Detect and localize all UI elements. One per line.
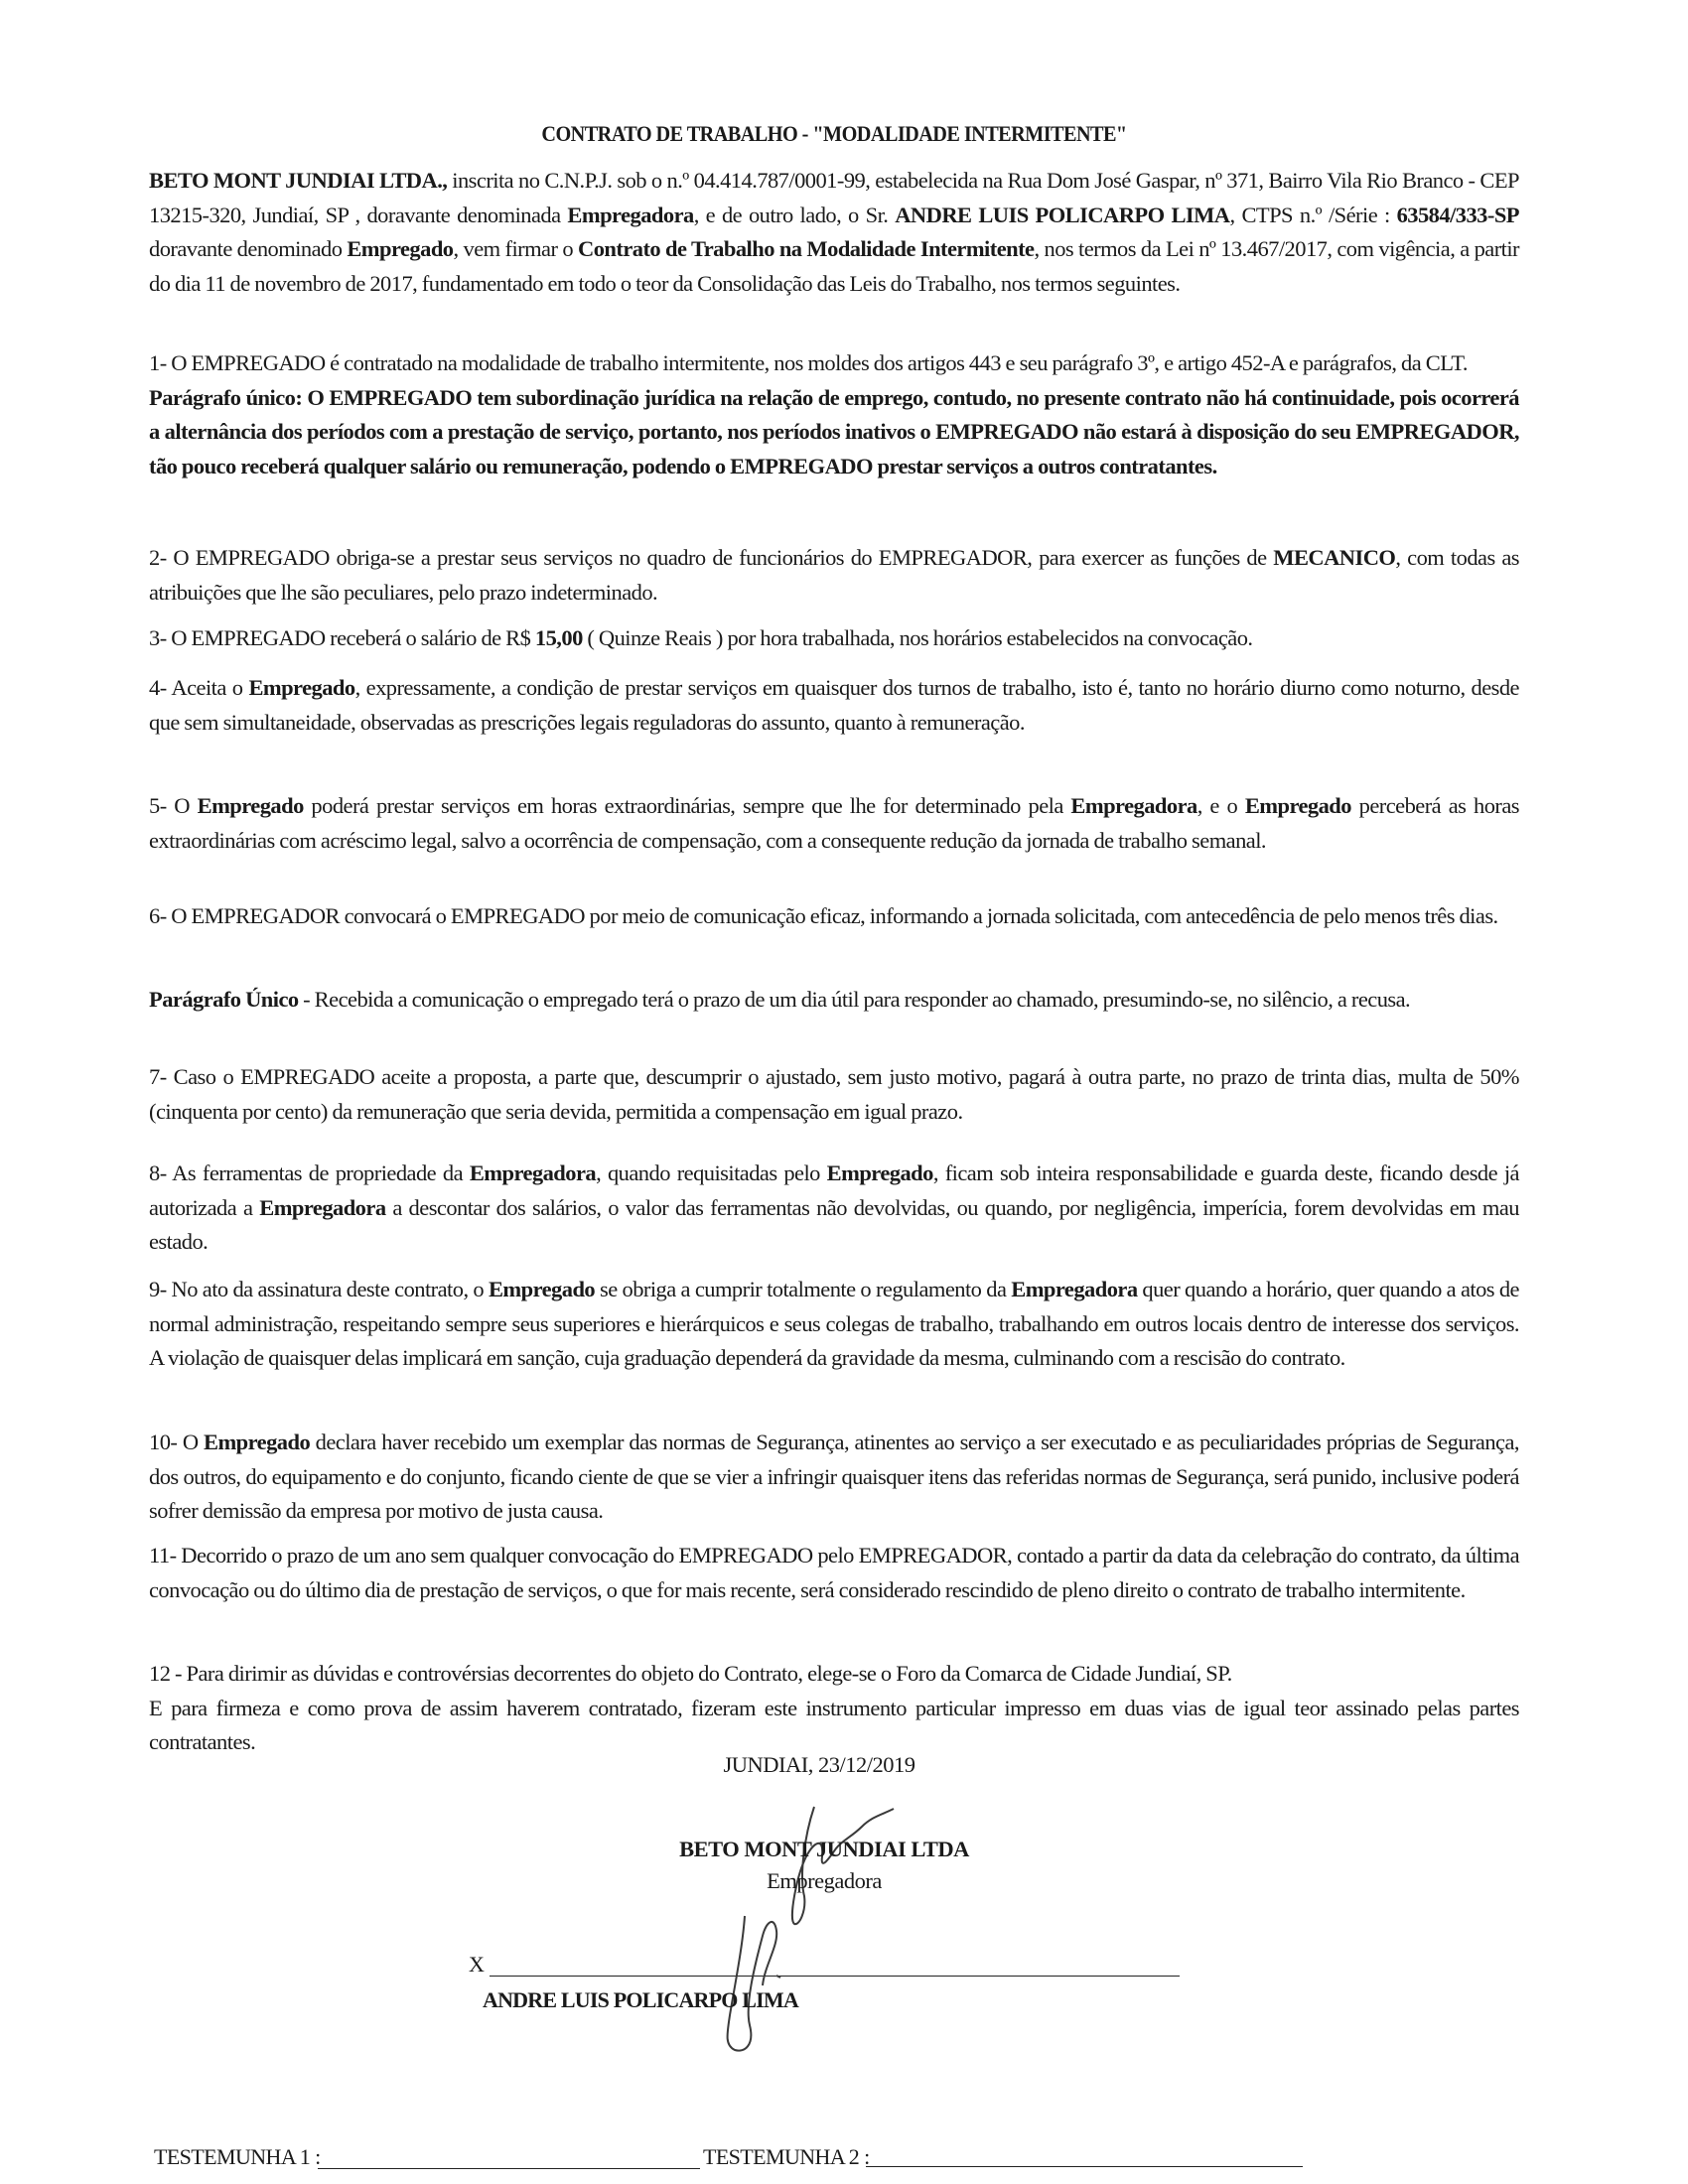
job-role: MECANICO <box>1273 545 1396 570</box>
clause-11 <box>149 1539 1519 1607</box>
intro-text: inscrita no C.N.P.J. sob o n.º 04.414.787/0001-99, estabelecida na Rua Dom José Gaspar, nº 371, Bairro Vila Rio Branco - CEP 13215-320, Jundiaí, SP , doravante denominada <box>149 168 1519 227</box>
term-empregadora: Empregadora <box>1011 1277 1138 1301</box>
term-empregado: Empregado <box>1244 793 1351 818</box>
term-empregado: Empregado <box>248 675 355 700</box>
clause-12 <box>149 1657 1519 1760</box>
paragraph-unique-text: - Recebida a comunicação o empregado terá o prazo de um dia útil para responder ao chamado, presumindo-se, no silêncio, a recusa. <box>298 987 1411 1012</box>
term-empregado: Empregado <box>488 1277 596 1301</box>
clause-10 <box>149 1426 1519 1529</box>
term-empregadora: Empregadora <box>567 202 694 227</box>
clause-2-text: , com todas as atribuições que lhe são peculiares, pelo prazo indeterminado. <box>149 545 1519 605</box>
term-empregadora: Empregadora <box>259 1194 386 1220</box>
witness-1-line[interactable] <box>318 2168 700 2169</box>
clause-5-text: perceberá as horas extraordinárias com acréscimo legal, salvo a ocorrência de compensação, com a consequente redução da jornada de trabalho semanal. <box>149 793 1519 853</box>
clause-8-text: a descontar dos salários, o valor das ferramentas não devolvidas, ou quando, por negligência, imperícia, forem devolvidas em mau estado. <box>149 1194 1519 1255</box>
employee-signature-mark <box>705 1906 844 2065</box>
clause-8-text: , ficam sob inteira responsabilidade e guarda deste, ficando desde já autorizada a <box>149 1160 1519 1220</box>
paragraph-unique-label: Parágrafo Único <box>149 987 299 1012</box>
clause-6 <box>149 899 1519 934</box>
clause-9-text: quer quando a horário, quer quando a atos de normal administração, respeitando sempre seus superiores e hierárquicos e seus colegas de trabalho, trabalhando em outros locais dentro de interesse dos serviços. A violação de quaisquer delas implicará em sanção, cuja graduação dependerá da gravidade da mesma, culminando com a rescisão do contrato. <box>149 1277 1519 1371</box>
intro-text: doravante denominado <box>149 236 348 262</box>
signature-x-mark: X <box>469 1952 485 1977</box>
clause-6-text: 6- O EMPREGADOR convocará o EMPREGADO por meio de comunicação eficaz, informando a jornada solicitada, com antecedência de pelo menos três dias. <box>149 903 1498 928</box>
witness-2-label: TESTEMUNHA 2 : <box>703 2144 870 2169</box>
clause-2 <box>149 541 1519 610</box>
clause-9 <box>149 1273 1519 1376</box>
term-empregado: Empregado <box>197 793 304 818</box>
employer-role: Empregadora <box>767 1868 882 1893</box>
place-date: JUNDIAI, 23/12/2019 <box>723 1752 915 1777</box>
clause-4-text: , expressamente, a condição de prestar serviços em quaisquer dos turnos de trabalho, isto é, tanto no horário diurno como noturno, desde que sem simultaneidade, observadas as prescrições legais reguladoras do assunto, quanto à remuneração. <box>149 675 1519 735</box>
employee-name: ANDRE LUIS POLICARPO LIMA <box>895 202 1230 227</box>
clause-10-text: declara haver recebido um exemplar das normas de Segurança, atinentes ao serviço a ser executado e as peculiaridades próprias de Segurança, dos outros, do equipamento e do conjunto, ficando ciente de que se vier a infringir quaisquer itens das referidas normas de Segurança, será punido, inclusive poderá sofrer demissão da empresa por motivo de justa causa. <box>149 1430 1519 1524</box>
intro-text: , e de outro lado, o Sr. <box>693 202 896 227</box>
employee-name: ANDRE LUIS POLICARPO LIMA <box>483 1987 798 2012</box>
clause-5-text: 5- O <box>149 793 198 818</box>
intro-text: , nos termos da Lei nº 13.467/2017, com vigência, a partir do dia 11 de novembro de 2017, fundamentado em todo o teor da Consolidação das Leis do Trabalho, nos termos seguintes. <box>149 236 1519 296</box>
salary-amount: 15,00 <box>534 625 583 650</box>
clause-8-text: 8- As ferramentas de propriedade da <box>149 1160 470 1185</box>
clause-7-text: 7- Caso o EMPREGADO aceite a proposta, a parte que, descumprir o ajustado, sem justo motivo, pagará à outra parte, no prazo de trinta dias, multa de 50% (cinquenta por cento) da remuneração que seria devida, permitida a compensação em igual prazo. <box>149 1064 1519 1124</box>
clause-2-text: 2- O EMPREGADO obriga-se a prestar seus serviços no quadro de funcionários do EMPREGADOR, para exercer as funções de <box>149 545 1274 570</box>
clause-4 <box>149 671 1519 740</box>
company-name: BETO MONT JUNDIAI LTDA., <box>149 168 448 193</box>
clause-9-text: se obriga a cumprir totalmente o regulamento da <box>595 1277 1012 1301</box>
document-title: CONTRATO DE TRABALHO - "MODALIDADE INTERMITENTE" <box>541 121 1127 146</box>
clause-5-text: poderá prestar serviços em horas extraordinárias, sempre que lhe for determinado pela <box>303 793 1071 818</box>
clause-1-paragraph-unique: Parágrafo único: O EMPREGADO tem subordinação jurídica na relação de emprego, contudo, no presente contrato não há continuidade, pois ocorrerá a alternância dos períodos com a prestação de serviço, portanto, nos períodos inativos o EMPREGADO não estará à disposição do seu EMPREGADOR, tão pouco receberá qualquer salário ou remuneração, podendo o EMPREGADO prestar serviços a outros contratantes. <box>149 384 1519 478</box>
clause-3 <box>149 621 1519 656</box>
clause-8-text: , quando requisitadas pelo <box>596 1160 827 1185</box>
term-empregado: Empregado <box>347 236 454 262</box>
clause-12-text: 12 - Para dirimir as dúvidas e controvérsias decorrentes do objeto do Contrato, elege-se o Foro da Comarca de Cidade Jundiaí, SP. <box>149 1661 1232 1686</box>
term-empregado: Empregado <box>204 1430 311 1454</box>
clause-1 <box>149 346 1519 483</box>
term-empregadora: Empregadora <box>469 1160 597 1185</box>
witness-2-line[interactable] <box>866 2166 1303 2167</box>
intro-text: , vem firmar o <box>453 236 579 262</box>
clause-1-text: 1- O EMPREGADO é contratado na modalidade de trabalho intermitente, nos moldes dos artigos 443 e seu parágrafo 3º, e artigo 452-A e parágrafos, da CLT. <box>149 350 1468 375</box>
clause-7 <box>149 1060 1519 1129</box>
clause-3-text: ( Quinze Reais ) por hora trabalhada, nos horários estabelecidos na convocação. <box>582 625 1253 650</box>
intro-text: , CTPS n.º /Série : <box>1229 202 1397 227</box>
clause-3-text: 3- O EMPREGADO receberá o salário de R$ <box>149 625 535 650</box>
clause-9-text: 9- No ato da assinatura deste contrato, o <box>149 1277 489 1301</box>
clause-6-paragraph-unique <box>149 983 1519 1018</box>
contract-name: Contrato de Trabalho na Modalidade Intermitente <box>578 236 1035 262</box>
clause-5-text: , e o <box>1196 793 1245 818</box>
term-empregado: Empregado <box>826 1160 933 1185</box>
clause-4-text: 4- Aceita o <box>149 675 249 700</box>
clause-10-text: 10- O <box>149 1430 205 1454</box>
ctps-number: 63584/333-SP <box>1396 202 1519 227</box>
term-empregadora: Empregadora <box>1070 793 1197 818</box>
clause-8 <box>149 1157 1519 1260</box>
clause-5 <box>149 789 1519 858</box>
employer-name: BETO MONT JUNDIAI LTDA <box>679 1837 969 1861</box>
clause-11-text: 11- Decorrido o prazo de um ano sem qualquer convocação do EMPREGADO pelo EMPREGADOR, contado a partir da data da celebração do contrato, da última convocação ou do último dia de prestação de serviços, o que for mais recente, será considerado rescindido de pleno direito o contrato de trabalho intermitente. <box>149 1543 1519 1602</box>
intro-paragraph <box>149 164 1519 301</box>
closing-text: E para firmeza e como prova de assim haverem contratado, fizeram este instrumento particular impresso em duas vias de igual teor assinado pelas partes contratantes. <box>149 1695 1519 1755</box>
witness-1-label: TESTEMUNHA 1 : <box>154 2144 321 2169</box>
